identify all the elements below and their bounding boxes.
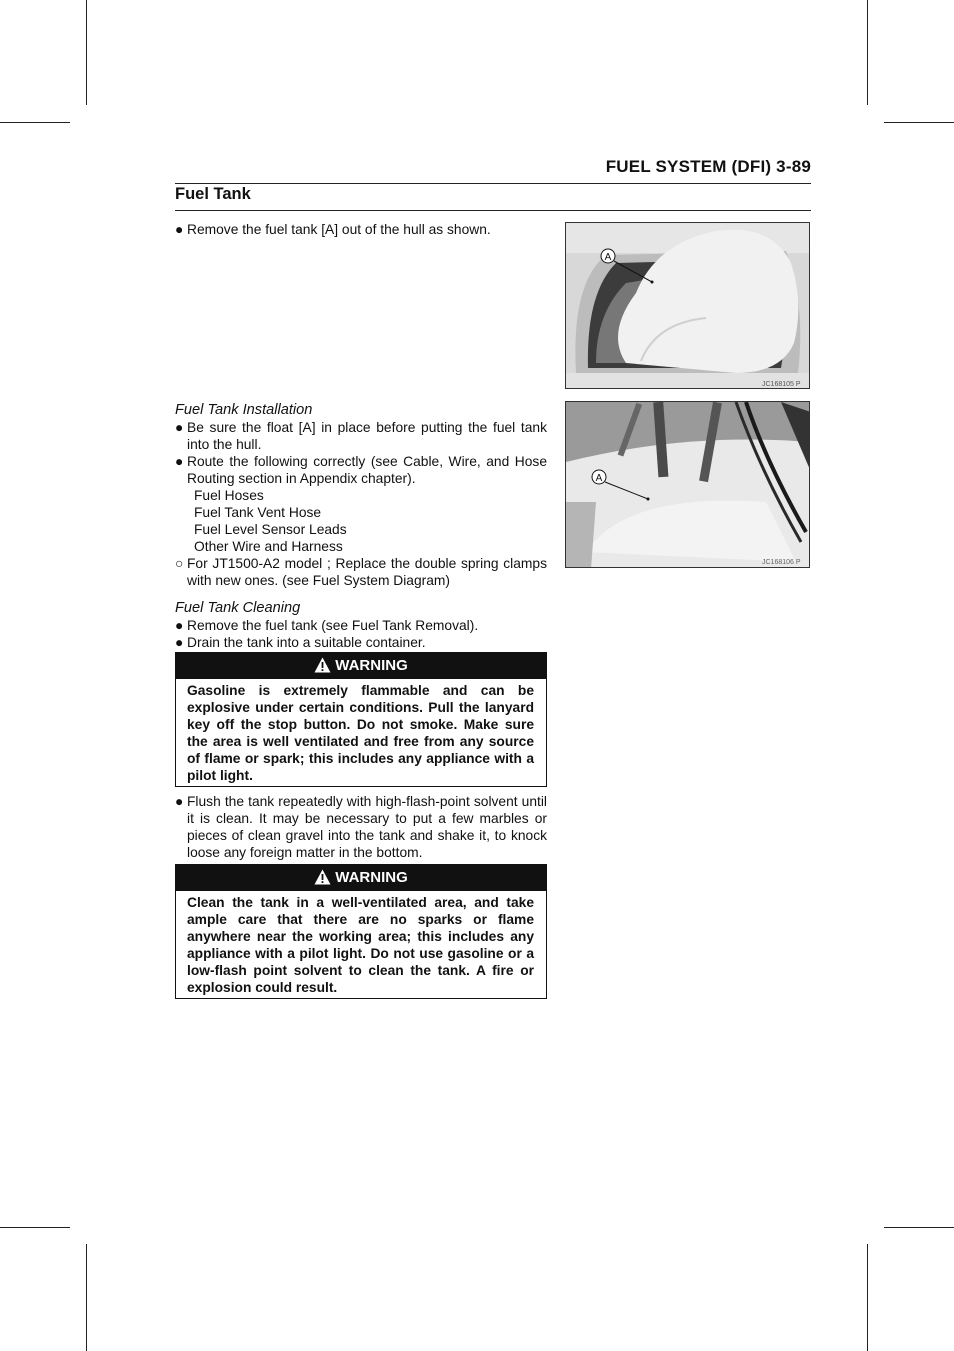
figure-code: JC168105 P: [762, 381, 801, 388]
bullet: ●: [175, 454, 184, 469]
section-rule: [175, 210, 811, 211]
installation-block: [175, 402, 547, 589]
warning-triangle-icon: [314, 868, 331, 894]
installation-heading: Fuel Tank Installation: [175, 402, 313, 418]
routing-item: Fuel Tank Vent Hose: [194, 505, 322, 520]
cleaning-block: [175, 600, 547, 651]
warning-box: [175, 652, 547, 787]
header-rule: [175, 183, 811, 184]
crop-mark: [86, 1244, 87, 1351]
fuel-tank-removal-photo: [565, 222, 810, 389]
crop-mark: [867, 0, 868, 105]
bullet: ●: [175, 794, 184, 809]
crop-mark: [86, 0, 87, 105]
figure-callout: A: [604, 252, 612, 263]
crop-mark: [0, 122, 70, 123]
figure-callout: A: [595, 473, 603, 484]
figure-code: JC168106 P: [762, 559, 801, 566]
crop-mark: [867, 1244, 868, 1351]
warning-text: Gasoline is extremely flammable and can be explosive under certain conditions. Pull the lanyard key off the stop button. Do not smoke. Make sure the area is well ventilated and free from any source of flame or spark; this includes any appliance with a pilot light.: [187, 683, 534, 783]
cleaning-step: ● Drain the tank into a suitable container.: [175, 635, 426, 650]
warning-label: WARNING: [335, 869, 408, 886]
routing-item: Other Wire and Harness: [194, 539, 343, 554]
crop-mark: [884, 1227, 954, 1228]
warning-text: Clean the tank in a well-ventilated area, and take ample care that there are no sparks or flame anywhere near the working area; this includes any appliance with a pilot light. Do not use gasoline or a low-flash point solvent to clean the tank. A fire or explosion could result.: [187, 895, 534, 995]
warning-header: [176, 865, 546, 891]
section-title: Fuel Tank: [175, 185, 251, 203]
note-marker: ○: [175, 556, 184, 571]
installation-note: ○ For JT1500-A2 model ; Replace the double spring clamps with new ones. (see Fuel System Diagram): [175, 556, 547, 588]
routing-item: Fuel Hoses: [194, 488, 264, 503]
crop-mark: [884, 122, 954, 123]
removal-step: ● Remove the fuel tank [A] out of the hull as shown.: [175, 222, 491, 237]
running-title: FUEL SYSTEM (DFI) 3-89: [605, 157, 811, 176]
cleaning-heading: Fuel Tank Cleaning: [175, 600, 301, 616]
fuel-tank-float-photo: [565, 401, 810, 568]
cleaning-flush-block: [175, 793, 547, 861]
bullet: ●: [175, 222, 184, 237]
warning-triangle-icon: [314, 656, 331, 682]
crop-mark: [0, 1227, 70, 1228]
installation-step: ● Route the following correctly (see Cable, Wire, and Hose Routing section in Appendix chapter).: [175, 454, 547, 486]
routing-item: Fuel Level Sensor Leads: [194, 522, 347, 537]
warning-box: [175, 864, 547, 999]
cleaning-step: ● Flush the tank repeatedly with high-flash-point solvent until it is clean. It may be necessary to put a few marbles or pieces of clean gravel into the tank and shake it, to knock loose any foreign matter in the bottom.: [175, 794, 547, 860]
removal-block: [175, 221, 547, 238]
bullet: ●: [175, 635, 184, 650]
bullet: ●: [175, 420, 184, 435]
warning-label: WARNING: [335, 657, 408, 674]
warning-header: [176, 653, 546, 679]
bullet: ●: [175, 618, 184, 633]
cleaning-step: ● Remove the fuel tank (see Fuel Tank Removal).: [175, 618, 479, 633]
installation-step: ● Be sure the float [A] in place before putting the fuel tank into the hull.: [175, 420, 547, 452]
